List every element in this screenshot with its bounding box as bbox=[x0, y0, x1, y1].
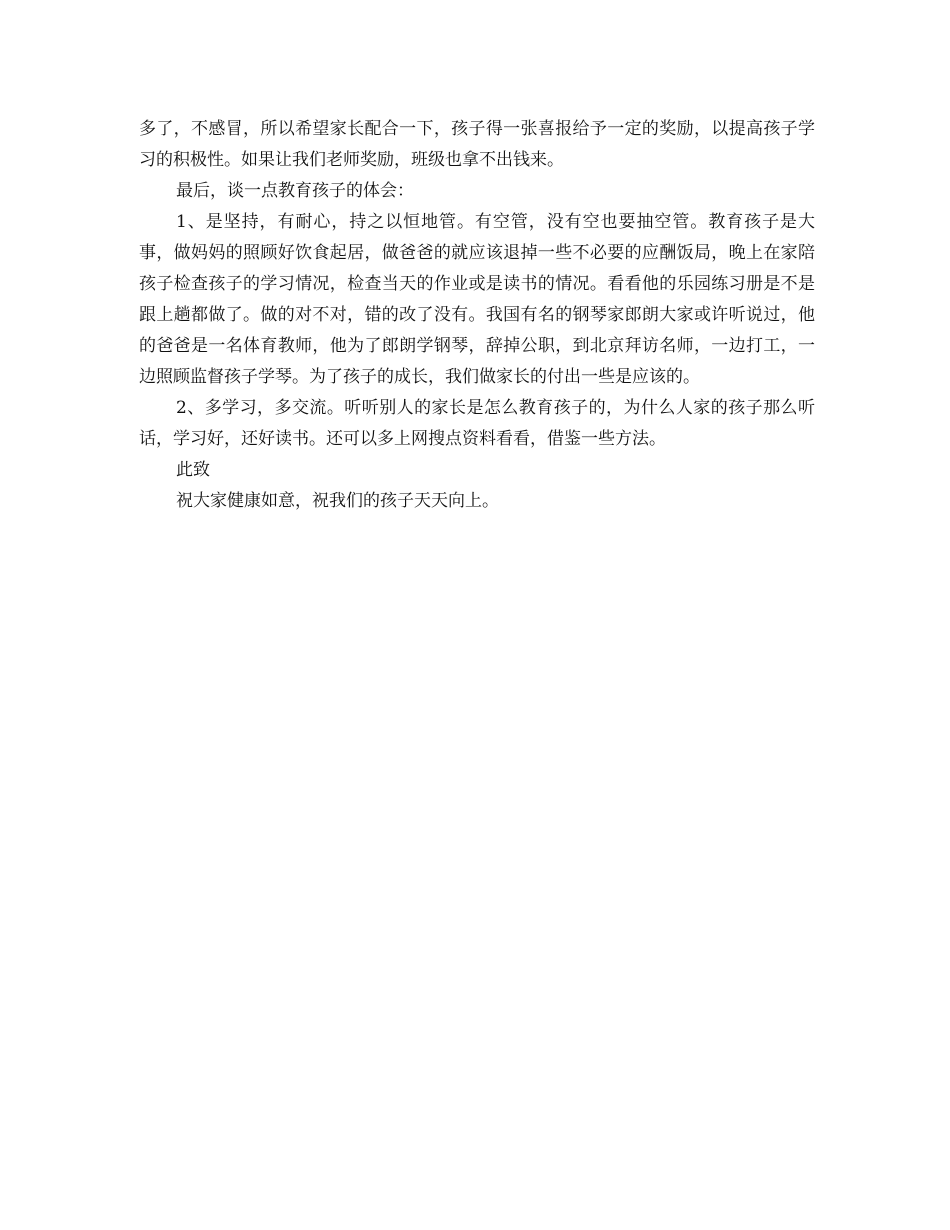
paragraph-point-persistence: 1、是坚持，有耐心，持之以恒地管。有空管，没有空也要抽空管。教育孩子是大事，做妈妈的照顾好饮食起居，做爸爸的就应该退掉一些不必要的应酬饭局，晚上在家陪孩子检查孩子的学习情况，检查当天的作业或是读书的情况。看看他的乐园练习册是不是跟上趟都做了。做的对不对，错的改了没有。我国有名的钢琴家郎朗大家或许听说过，他的爸爸是一名体育教师，他为了郎朗学钢琴，辞掉公职，到北京拜访名师，一边打工，一边照顾监督孩子学琴。为了孩子的成长，我们做家长的付出一些是应该的。 bbox=[139, 212, 815, 387]
paragraph-experience-intro: 最后，谈一点教育孩子的体会： bbox=[176, 181, 414, 201]
paragraph-point-learning: 2、多学习，多交流。听听别人的家长是怎么教育孩子的，为什么人家的孩子那么听话，学习好，还好读书。还可以多上网搜点资料看看，借鉴一些方法。 bbox=[139, 398, 815, 449]
paragraph-reward-note: 多了，不感冒，所以希望家长配合一下，孩子得一张喜报给予一定的奖励，以提高孩子学习的积极性。如果让我们老师奖励，班级也拿不出钱来。 bbox=[139, 119, 815, 170]
document-body bbox=[139, 114, 815, 517]
paragraph-closing-wishes: 祝大家健康如意，祝我们的孩子天天向上。 bbox=[176, 491, 499, 511]
paragraph-closing-salutation: 此致 bbox=[176, 460, 210, 480]
